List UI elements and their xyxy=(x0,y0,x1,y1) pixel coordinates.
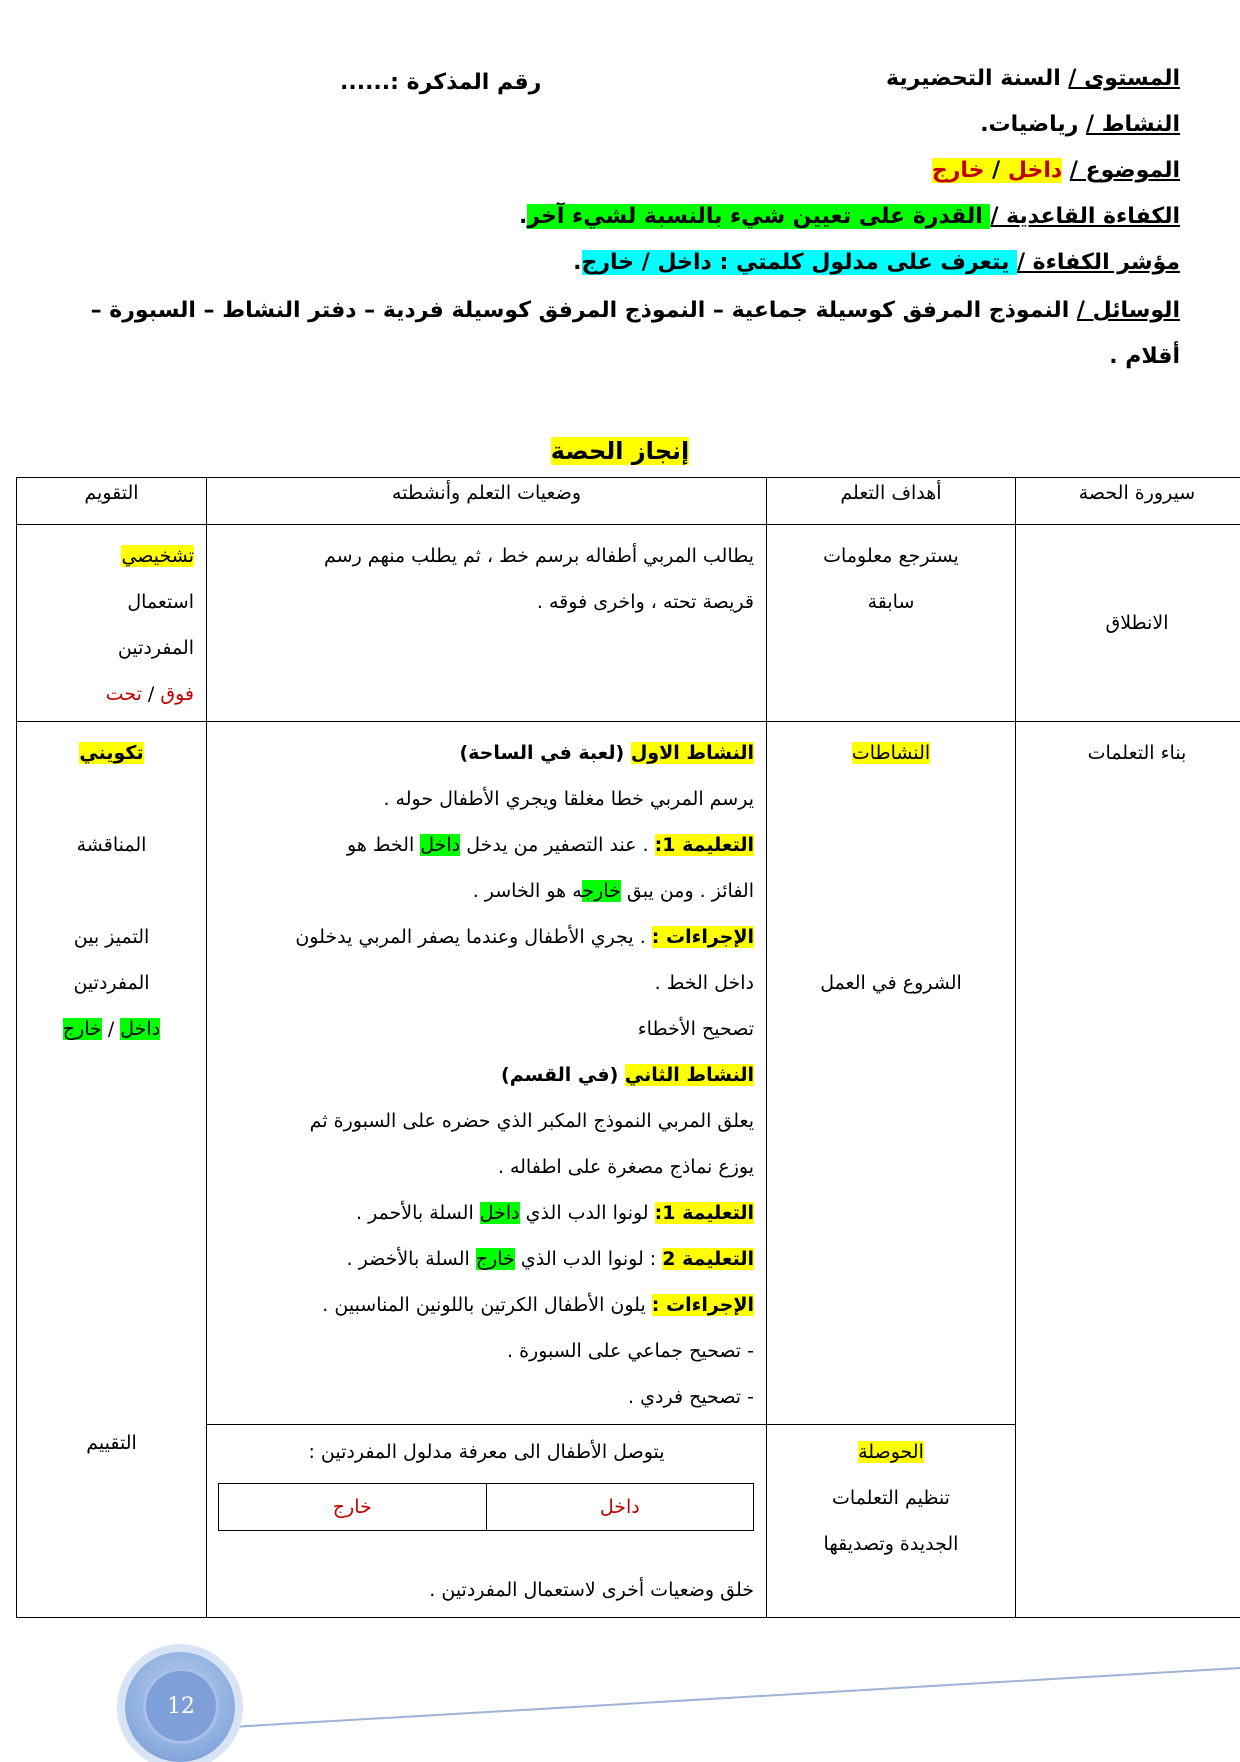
means-line xyxy=(60,294,1180,328)
activities-start: يطالب المربي أطفاله برسم خط ، ثم يطلب منهم رسم قريصة تحته ، واخرى فوقه . xyxy=(207,525,767,722)
level-value: السنة التحضيرية xyxy=(886,66,1068,91)
header-activities: وضعيات التعلم وأنشطته xyxy=(207,478,767,525)
topic-line xyxy=(60,154,1180,188)
indicator-value: يتعرف على مدلول كلمتي : داخل / خارج xyxy=(582,250,1017,275)
eval-formative: تكويني xyxy=(79,742,143,764)
inner-outside: خارج xyxy=(219,1484,487,1531)
activity-value: رياضيات. xyxy=(980,112,1086,137)
eval-diagnostic: تشخيصي xyxy=(121,545,194,567)
section-title: إنجاز الحصة xyxy=(0,437,1240,465)
competence-value: القدرة على تعيين شيء بالنسبة لشيء آخر xyxy=(527,204,990,229)
course-build: بناء التعلمات xyxy=(1016,722,1240,1618)
activity-label: النشاط / xyxy=(1086,112,1180,137)
means-line-2: أقلام . xyxy=(60,340,1180,374)
goals-start: يسترجع معلومات سابقة xyxy=(767,525,1016,722)
header-course: سيرورة الحصة xyxy=(1016,478,1240,525)
inside-outside-table xyxy=(218,1483,754,1531)
level-label: المستوى / xyxy=(1068,66,1180,91)
activity-line xyxy=(60,108,1180,142)
activities-build: النشاط الاول (لعبة في الساحة) يرسم المربي خطا مغلقا ويجري الأطفال حوله . التعليمة 1: . عند التصفير من يدخل داخل الخط هو الفائز . ومن يبق خارجه هو الخاسر . الإجراءات : . يجري الأطفال وعندما يصفر المربي يدخلون داخل الخط . تصحيح الأخطاء النشاط الثاني (في القسم) يعلق المربي النموذج المكبر الذي حضره على السبورة ثم يوزع نماذج مصغرة على اطفاله . التعليمة 1: لونوا الدب الذي داخل السلة بالأحمر . التعليمة 2 : لونوا الدب الذي خارج السلة بالأخضر . الإجراءات : يلون الأطفال الكرتين باللونين المناسبين . - تصحيح جماعي على السبورة . - تصحيح فردي . xyxy=(207,722,767,1425)
course-start: الانطلاق xyxy=(1016,525,1240,722)
table-row-build xyxy=(17,722,1240,1425)
indicator-line xyxy=(60,246,1180,280)
competence-line xyxy=(60,200,1180,234)
topic-separator: / xyxy=(985,158,1008,183)
memo-number: رقم المذكرة :...... xyxy=(340,70,541,95)
level-line xyxy=(60,62,1180,96)
header-evaluation: التقويم xyxy=(17,478,207,525)
evaluation-build: تكويني المناقشة التميز بين المفردتين داخل / خارج التقييم xyxy=(17,722,207,1618)
inner-inside: داخل xyxy=(486,1484,754,1531)
lesson-table xyxy=(16,477,1240,1618)
means-label: الوسائل / xyxy=(1077,298,1180,323)
topic-label: الموضوع / xyxy=(1070,158,1180,183)
table-header-row xyxy=(17,478,1240,525)
goals-summary: الحوصلة تنظيم التعلمات الجديدة وتصديقها xyxy=(767,1425,1016,1618)
indicator-end: . xyxy=(573,250,581,275)
header-goals: أهداف التعلم xyxy=(767,478,1016,525)
competence-label: الكفاءة القاعدية / xyxy=(990,204,1180,229)
competence-end: . xyxy=(519,204,527,229)
activities-summary: يتوصل الأطفال الى معرفة مدلول المفردتين : داخل خارج خلق وضعيات أخرى لاستعمال المفردتين . xyxy=(207,1425,767,1618)
indicator-label: مؤشر الكفاءة / xyxy=(1017,250,1180,275)
topic-outside: خارج xyxy=(932,158,985,183)
goals-build: النشاطات الشروع في العمل xyxy=(767,722,1016,1425)
evaluation-start: تشخيصي استعمال المفردتين فوق / تحت xyxy=(17,525,207,722)
topic-inside: داخل xyxy=(1008,158,1062,183)
means-value: النموذج المرفق كوسيلة جماعية – النموذج المرفق كوسيلة فردية – دفتر النشاط – السبورة – xyxy=(91,298,1077,323)
table-row-start xyxy=(17,525,1240,722)
page-number: 12 xyxy=(143,1694,219,1719)
